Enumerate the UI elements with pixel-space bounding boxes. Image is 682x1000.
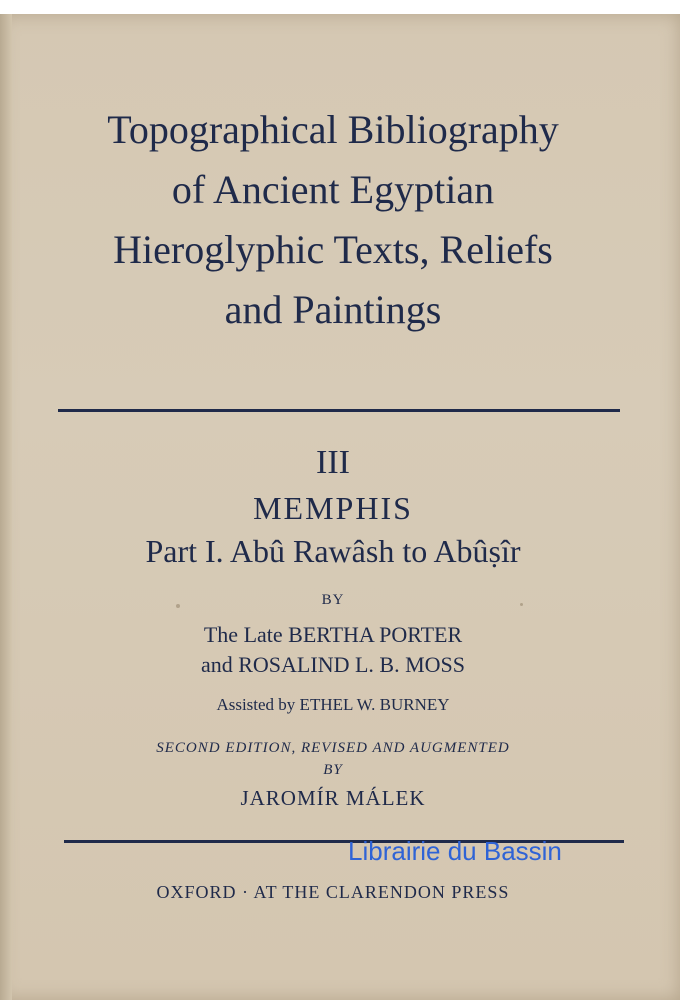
authors-line-2: and ROSALIND L. B. MOSS <box>200 652 466 677</box>
assisted-by: Assisted by ETHEL W. BURNEY <box>216 695 450 714</box>
top-divider <box>58 409 620 412</box>
edition-note: SECOND EDITION, REVISED AND AUGMENTED <box>156 740 510 756</box>
volume-number: III <box>316 444 350 481</box>
title-line: of Ancient Egyptian <box>171 167 495 212</box>
edition-by-label: BY <box>323 762 343 778</box>
part-title: Part I. Abû Rawâsh to Abûṣîr <box>145 533 521 569</box>
publisher-imprint: OXFORD · AT THE CLARENDON PRESS <box>156 882 510 902</box>
title-line: Topographical Bibliography <box>107 107 559 152</box>
authors-line-1: The Late BERTHA PORTER <box>203 622 463 647</box>
by-label: BY <box>321 592 345 608</box>
title-line: and Paintings <box>224 287 442 332</box>
volume-subject: MEMPHIS <box>253 490 413 526</box>
book-title <box>0 100 666 340</box>
seller-watermark: Librairie du Bassin <box>348 836 562 866</box>
title-line: Hieroglyphic Texts, Reliefs <box>113 227 553 272</box>
editor-name: JAROMÍR MÁLEK <box>240 786 426 810</box>
